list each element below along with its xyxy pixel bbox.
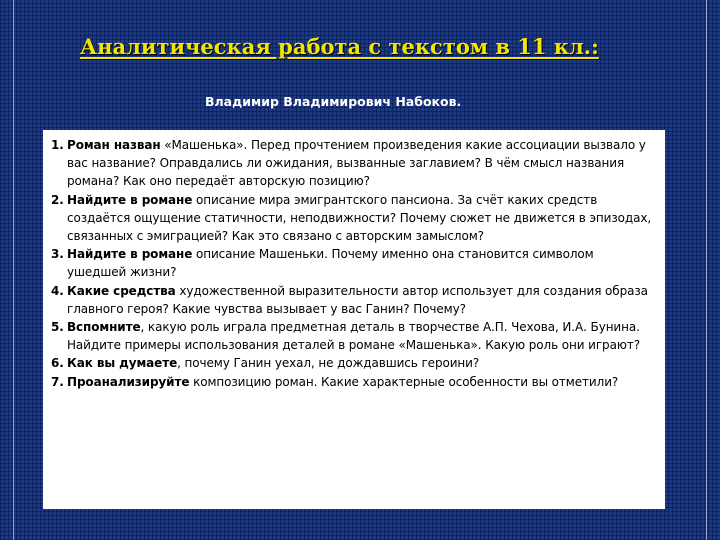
task-item: [51, 245, 655, 281]
task-lead: Вспомните: [67, 320, 141, 335]
task-number: 3.: [51, 247, 64, 262]
task-item: [51, 354, 655, 372]
left-frame-line: [13, 0, 14, 540]
task-number: 7.: [51, 374, 64, 389]
task-box: [43, 130, 665, 509]
task-number: 1.: [51, 138, 64, 152]
task-lead: Как вы думаете: [67, 356, 178, 371]
task-lead: Найдите в романе: [67, 192, 193, 207]
task-number: 6.: [51, 356, 64, 371]
task-lead: Роман назван: [67, 138, 161, 152]
task-lead: Найдите в романе: [67, 247, 193, 262]
slide-title: Аналитическая работа с текстом в 11 кл.:: [80, 34, 599, 59]
task-item: [51, 191, 655, 246]
task-text: художественной выразительности автор использует для создания образа главного героя? Какие чувства вызывает у вас Ганин? Почему?: [67, 283, 648, 316]
task-list: [51, 136, 655, 391]
task-number: 4.: [51, 283, 64, 298]
task-lead: Какие средства: [67, 283, 176, 298]
task-text: , какую роль играла предметная деталь в творчестве А.П. Чехова, И.А. Бунина. Найдите примеры использования деталей в романе «Машенька». Какую роль они играют?: [67, 320, 640, 353]
task-item: [51, 136, 655, 191]
author-name: Владимир Владимирович Набоков.: [205, 94, 462, 109]
task-number: 2.: [51, 192, 64, 207]
task-text: , почему Ганин уехал, не дождавшись героини?: [177, 356, 480, 371]
task-number: 5.: [51, 320, 64, 335]
task-lead: Проанализируйте: [67, 374, 190, 389]
task-item: [51, 373, 655, 391]
task-text: «Машенька». Перед прочтением произведения какие ассоциации вызвало у вас название? Оправдались ли ожидания, вызванные заглавием? В чём смысл названия романа? Как оно передаёт авторскую позицию?: [67, 138, 646, 189]
task-item: [51, 318, 655, 354]
right-frame-line: [706, 0, 707, 540]
task-text: описание мира эмигрантского пансиона. За счёт каких средств создаётся ощущение статичности, неподвижности? Почему сюжет не движется в эпизодах, связанных с эмиграцией? Как это связано с авторским замыслом?: [67, 192, 652, 244]
task-text: описание Машеньки. Почему именно она становится символом ушедшей жизни?: [67, 247, 594, 280]
task-text: композицию роман. Какие характерные особенности вы отметили?: [189, 374, 619, 389]
task-item: [51, 282, 655, 318]
